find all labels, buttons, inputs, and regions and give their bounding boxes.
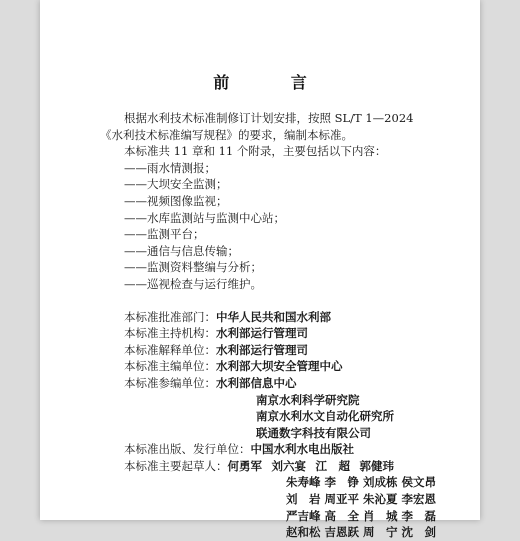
publisher-row [100,441,440,458]
participant-extra: 南京水利水文自动化研究所 [256,409,394,424]
page-title: 前 言 [213,73,335,92]
drafter-name: 沈 剑 [401,525,436,540]
drafter-name: 朱沁夏 [363,492,398,507]
drafters-row [100,491,440,508]
host-org-value: 水利部运行管理司 [216,326,308,341]
content-item: ——大坝安全监测； [124,177,228,192]
drafter-name: 何勇军 [227,458,262,473]
drafter-name: 刘成栋 [363,475,398,490]
drafter-name: 江 超 [315,458,350,473]
content-item: ——雨水情测报； [124,160,216,175]
document-body [100,110,440,541]
content-item: ——水库监测站与监测中心站； [124,210,285,225]
interpret-unit-value: 水利部运行管理司 [216,342,308,357]
drafters-row [100,524,440,541]
approval-dept-label: 本标准批准部门： [124,309,216,324]
drafter-name: 刘六宴 [271,458,306,473]
intro-line-1: 根据水利技术标准制修订计划安排，按照 SL/T 1—2024 [124,111,414,125]
drafter-name: 李 磊 [401,508,436,523]
chief-editor-row [100,358,440,375]
drafter-name: 刘 岩 [286,492,321,507]
host-org-label: 本标准主持机构： [124,326,216,341]
chief-editor-value: 水利部大坝安全管理中心 [216,359,343,374]
publisher-value: 中国水利水电出版社 [250,442,354,457]
drafter-name: 高 全 [324,508,359,523]
drafter-name: 李宏恩 [401,492,436,507]
drafter-name: 周 宁 [363,525,398,540]
participants-value: 水利部信息中心 [216,375,297,390]
participants-label: 本标准参编单位： [124,375,216,390]
content-item: ——视频图像监视； [124,193,228,208]
drafter-name: 郭健玮 [359,458,394,473]
host-org-row [100,325,440,342]
drafter-name: 赵和松 [286,525,321,540]
drafters-label: 本标准主要起草人： [124,458,228,473]
approval-dept-value: 中华人民共和国水利部 [216,309,331,324]
chief-editor-label: 本标准主编单位： [124,359,216,374]
intro-line-3: 本标准共 11 章和 11 个附录，主要包括以下内容： [124,144,387,159]
document-page [40,0,480,540]
section-gap [100,293,440,309]
drafter-name: 肖 城 [363,508,398,523]
drafter-name: 侯文昂 [401,475,436,490]
participants-row [100,375,440,392]
participant-extra: 联通数字科技有限公司 [256,425,371,440]
drafter-name: 吉恩跃 [324,525,359,540]
publisher-label: 本标准出版、发行单位： [124,442,251,457]
content-item: ——通信与信息传输； [124,243,239,258]
interpret-unit-label: 本标准解释单位： [124,342,216,357]
drafters-row [100,458,440,475]
drafter-name: 朱寿峰 [286,475,321,490]
content-item: ——监测资料整编与分析； [124,260,262,275]
content-item: ——监测平台； [124,227,205,242]
content-item: ——巡视检查与运行维护。 [124,276,262,291]
intro-line-2: 《水利技术标准编写规程》的要求，编制本标准。 [100,127,353,142]
drafter-name: 严吉峰 [286,508,321,523]
drafter-name: 周亚平 [324,492,359,507]
drafter-name: 李 铮 [324,475,359,490]
interpret-unit-row [100,342,440,359]
participant-extra: 南京水利科学研究院 [256,392,360,407]
drafters-row [100,474,440,491]
approval-dept-row [100,309,440,326]
drafters-row [100,508,440,525]
